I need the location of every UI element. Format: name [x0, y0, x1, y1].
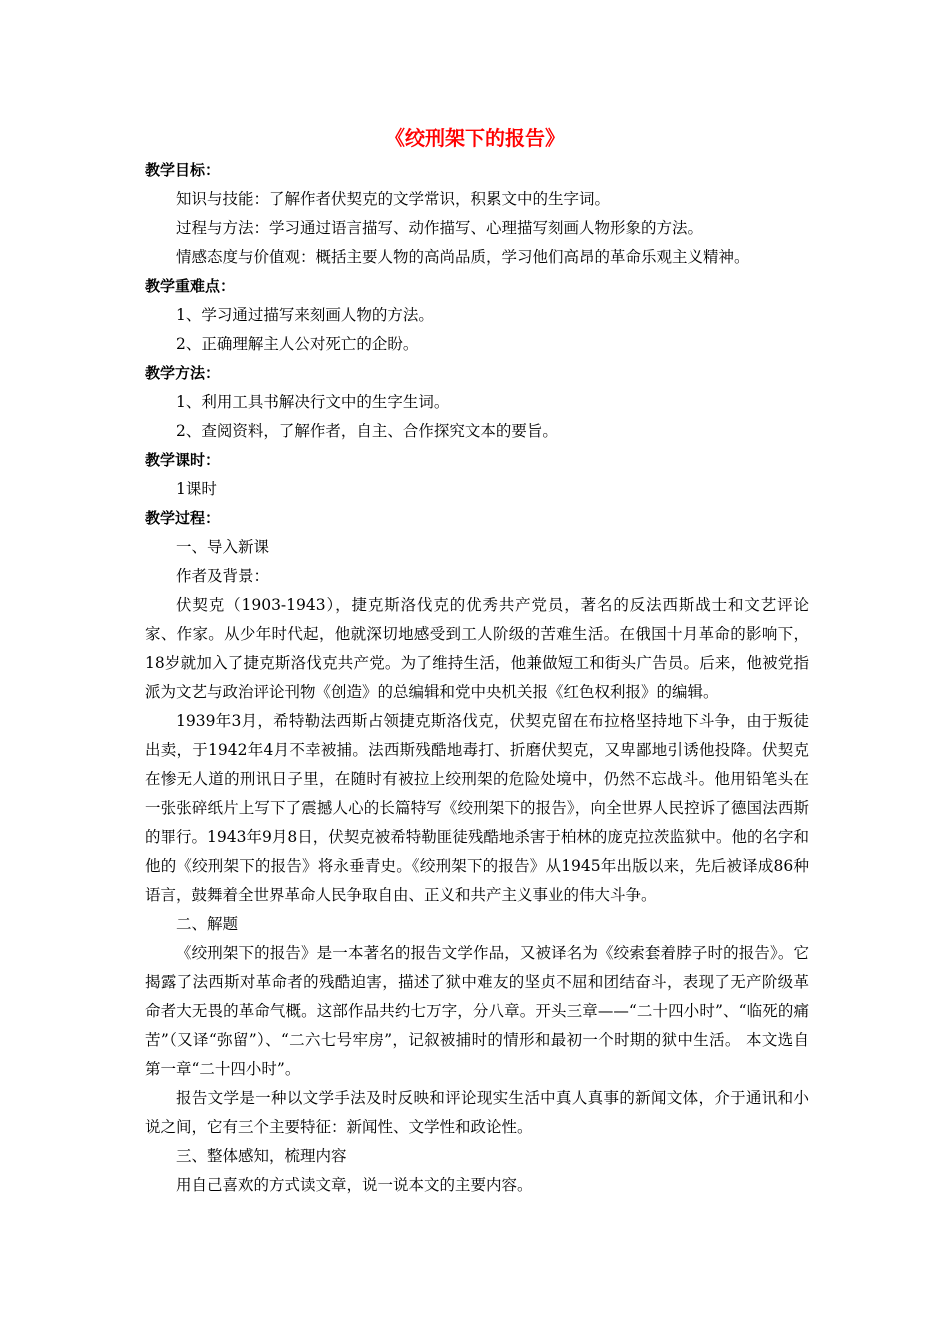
- title-explain-paragraph: 《绞刑架下的报告》是一本著名的报告文学作品，又被译名为《绞索套着脖子时的报告》。它揭露了法西斯对革命者的残酷迫害，描述了狱中难友的坚贞不屈和团结奋斗，表现了无产阶级革命者大无畏的革命气概。这部作品共约七万字，分八章。开头三章——“二十四小时”、“临死的痛苦”（又译“弥留”）、“二六七号牢房”，记叙被捕时的情形和最初一个时期的狱中生活。 本文选自第一章“二十四小时”。: [145, 944, 809, 1078]
- key-point-item: 2、正确理解主人公对死亡的企盼。: [176, 335, 419, 353]
- objectives-heading: 教学目标：: [145, 161, 221, 179]
- objective-knowledge: 知识与技能：了解作者伏契克的文学常识，积累文中的生字词。: [176, 190, 611, 208]
- document-title: 《绞刑架下的报告》: [385, 126, 565, 150]
- step-title-explain: 二、解题: [176, 915, 239, 933]
- method-item: 2、查阅资料，了解作者，自主、合作探究文本的要旨。: [176, 422, 558, 440]
- step-overview: 三、整体感知，梳理内容: [176, 1147, 347, 1165]
- hours-value: 1课时: [176, 480, 217, 498]
- document-body: [145, 156, 809, 1200]
- key-points-heading: 教学重难点：: [145, 277, 236, 295]
- step-intro: 一、导入新课: [176, 538, 270, 556]
- background-paragraph: 1939年3月，希特勒法西斯占领捷克斯洛伐克，伏契克留在布拉格坚持地下斗争，由于叛徒出卖，于1942年4月不幸被捕。法西斯残酷地毒打、折磨伏契克，又卑鄙地引诱他投降。伏契克在惨无人道的刑讯日子里，在随时有被拉上绞刑架的危险处境中，仍然不忘战斗。他用铅笔头在一张张碎纸片上写下了震撼人心的长篇特写《绞刑架下的报告》，向全世界人民控诉了德国法西斯的罪行。1943年9月8日，伏契克被希特勒匪徒残酷地杀害于柏林的庞克拉茨监狱中。他的名字和他的《绞刑架下的报告》将永垂青史。《绞刑架下的报告》从1945年出版以来，先后被译成86种语言，鼓舞着全世界革命人民争取自由、正义和共产主义事业的伟大斗争。: [145, 712, 809, 904]
- objective-attitude: 情感态度与价值观：概括主要人物的高尚品质，学习他们高昂的革命乐观主义精神。: [176, 248, 750, 266]
- process-heading: 教学过程：: [145, 509, 221, 527]
- objective-process: 过程与方法：学习通过语言描写、动作描写、心理描写刻画人物形象的方法。: [176, 219, 704, 237]
- method-item: 1、利用工具书解决行文中的生字生词。: [176, 393, 450, 411]
- reportage-paragraph: 报告文学是一种以文学手法及时反映和评论现实生活中真人真事的新闻文体，介于通讯和小说之间，它有三个主要特征：新闻性、文学性和政论性。: [145, 1089, 809, 1136]
- key-point-item: 1、学习通过描写来刻画人物的方法。: [176, 306, 434, 324]
- background-label: 作者及背景：: [176, 567, 270, 585]
- background-paragraph: 伏契克（1903-1943），捷克斯洛伐克的优秀共产党员，著名的反法西斯战士和文艺评论家、作家。从少年时代起，他就深切地感受到工人阶级的苦难生活。在俄国十月革命的影响下， 18岁就加入了捷克斯洛伐克共产党。为了维持生活，他兼做短工和街头广告员。后来，他被党指派为文艺与政治评论刊物《创造》的总编辑和党中央机关报《红色权利报》的编辑。: [145, 596, 809, 701]
- overview-task: 用自己喜欢的方式读文章，说一说本文的主要内容。: [176, 1176, 533, 1194]
- methods-heading: 教学方法：: [145, 364, 221, 382]
- hours-heading: 教学课时：: [145, 451, 221, 469]
